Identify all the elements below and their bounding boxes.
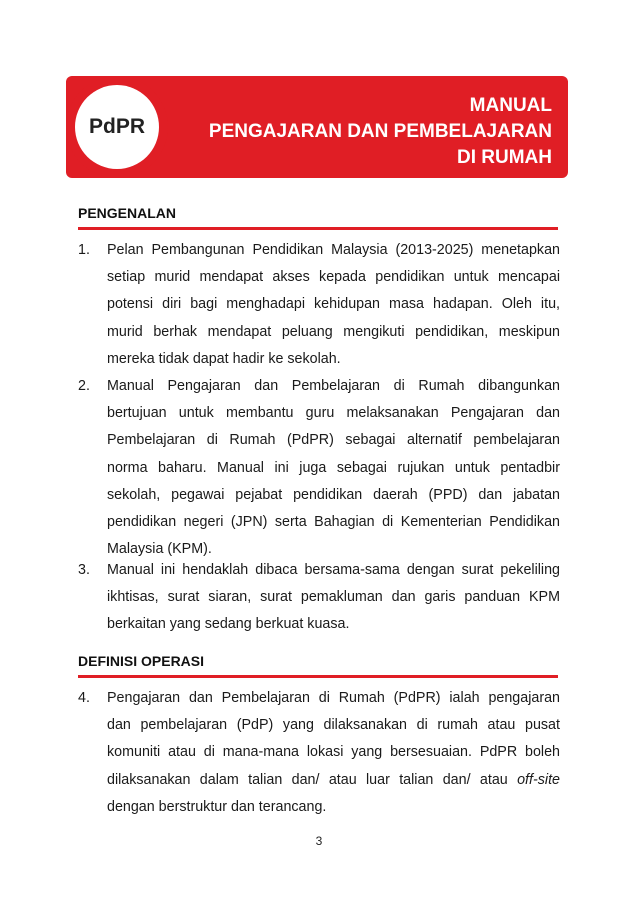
banner-title-line-1: MANUAL — [469, 95, 552, 116]
pdpr-badge — [75, 85, 159, 169]
banner-title-line-3: DI RUMAH — [457, 147, 552, 168]
badge-label: PdPR — [88, 115, 145, 138]
item-line: bertujuan untuk membantu guru melaksanakan Pengajaran dan — [107, 405, 560, 422]
item-number: 4. — [78, 690, 90, 706]
item-line: berkaitan yang sedang berkuat kuasa. — [107, 616, 350, 633]
section-rule — [78, 227, 558, 230]
item-line: potensi diri bagi menghadapi kehidupan masa hadapan. Oleh itu, — [107, 296, 560, 313]
list-item-4 — [78, 685, 560, 821]
list-item-3 — [78, 557, 560, 639]
item-line: pendidikan negeri (JPN) serta Bahagian di Kementerian Pendidikan — [107, 514, 560, 531]
item-line: Manual Pengajaran dan Pembelajaran di Rumah dibangunkan — [107, 378, 560, 394]
item-line-text: dilaksanakan dalam talian dan/ atau luar talian dan/ atau — [107, 771, 518, 788]
item-number: 1. — [78, 242, 90, 258]
item-line: Malaysia (KPM). — [107, 541, 212, 558]
italic-term: off-site — [517, 771, 560, 788]
banner-title-line-2: PENGAJARAN DAN PEMBELAJARAN — [208, 121, 552, 142]
item-number: 2. — [78, 378, 90, 394]
item-line: norma baharu. Manual ini juga sebagai rujukan untuk pentadbir — [107, 459, 560, 476]
list-item-2 — [78, 373, 560, 563]
item-line: komuniti atau di mana-mana lokasi yang bersesuaian. PdPR boleh — [107, 744, 560, 761]
item-line: mereka tidak dapat hadir ke sekolah. — [107, 350, 341, 367]
item-line: setiap murid mendapat akses kepada pendidikan untuk mencapai — [107, 269, 560, 286]
banner-title — [209, 93, 552, 171]
item-line: Pengajaran dan Pembelajaran di Rumah (PdPR) ialah pengajaran — [107, 690, 560, 706]
item-line: Pembelajaran di Rumah (PdPR) sebagai alternatif pembelajaran — [107, 432, 560, 449]
section-heading-definisi-operasi: DEFINISI OPERASI — [78, 653, 205, 669]
item-line: Manual ini hendaklah dibaca bersama-sama dengan surat pekeliling — [107, 562, 560, 578]
item-line-with-italic — [107, 767, 560, 794]
item-line: dengan berstruktur dan terancang. — [107, 798, 327, 815]
item-line: murid berhak mendapat peluang mengikuti pendidikan, meskipun — [107, 323, 560, 340]
item-line: sekolah, pegawai pejabat pendidikan daerah (PPD) dan jabatan — [107, 486, 560, 503]
item-line: ikhtisas, surat siaran, surat pemakluman dan garis panduan KPM — [107, 589, 560, 606]
item-line: Pelan Pembangunan Pendidikan Malaysia (2013-2025) menetapkan — [107, 242, 560, 258]
item-line: dan pembelajaran (PdP) yang dilaksanakan di rumah atau pusat — [107, 717, 560, 734]
list-item-1 — [78, 237, 560, 373]
section-rule — [78, 675, 558, 678]
item-number: 3. — [78, 562, 90, 578]
section-heading-pengenalan: PENGENALAN — [78, 205, 177, 221]
page-number: 3 — [315, 834, 323, 848]
